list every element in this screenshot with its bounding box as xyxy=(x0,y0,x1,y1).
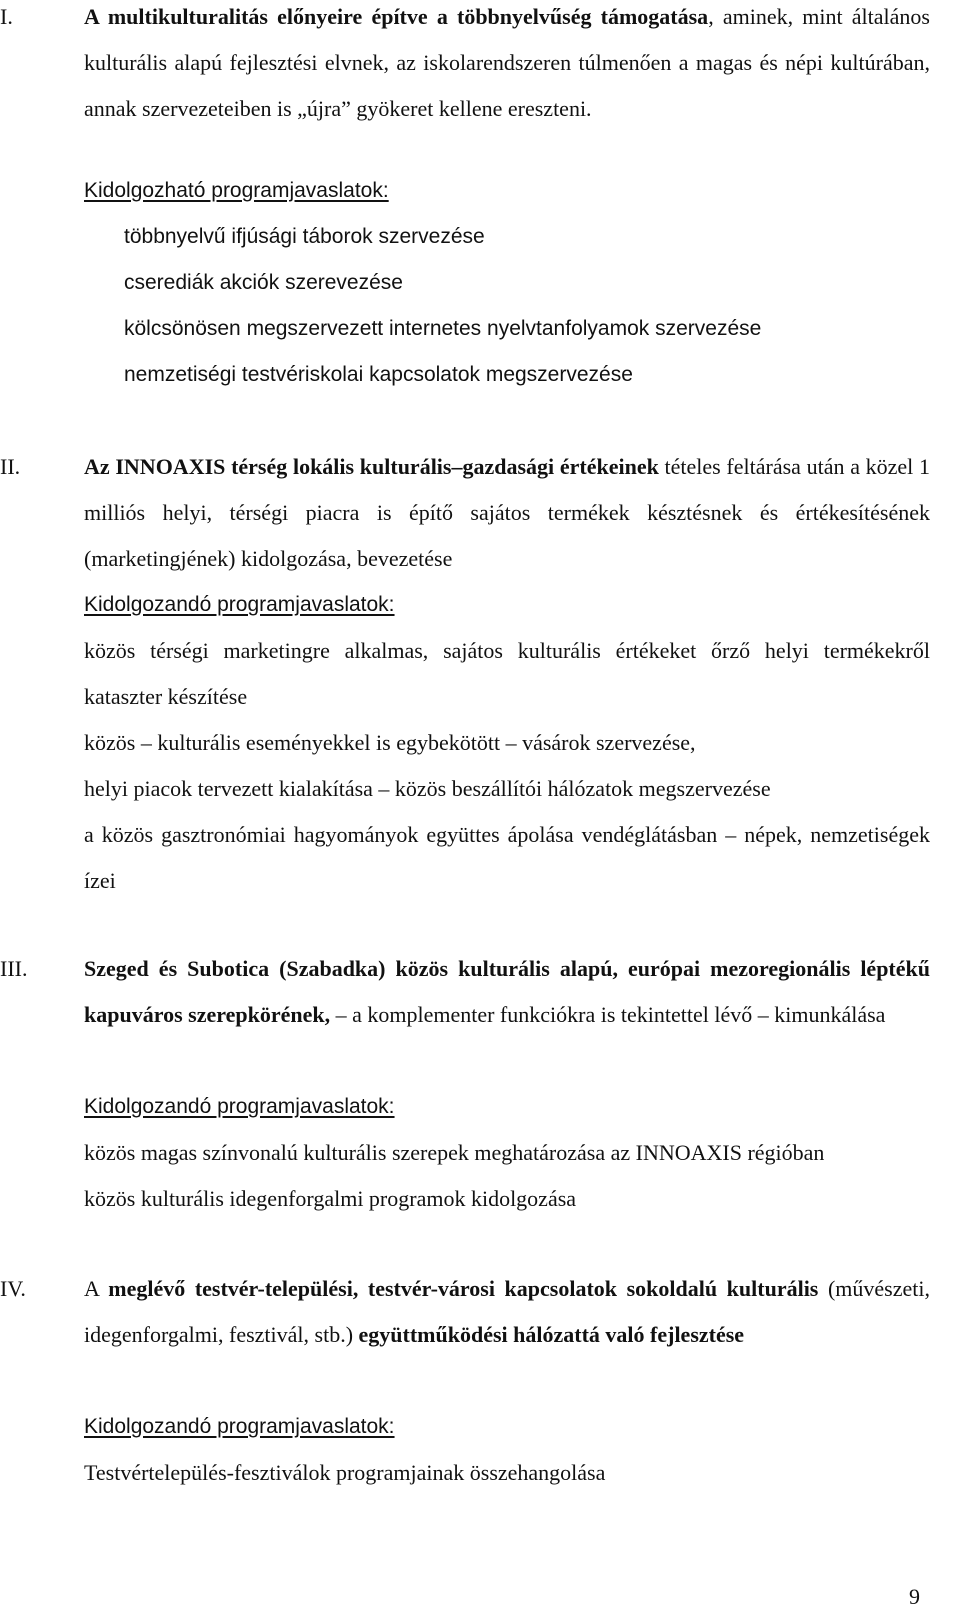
section-number: I. xyxy=(0,4,13,29)
section-title xyxy=(84,1266,930,1358)
program-heading: Kidolgozandó programjavaslatok: xyxy=(84,1415,395,1438)
program-item: cserediák akciók szerevezése xyxy=(124,271,403,294)
section-title-text: (művészeti, idegenforgalmi, fesztivál, stb.) xyxy=(84,1276,930,1347)
program-item: kölcsönösen megszervezett internetes nyelvtanfolyamok szervezése xyxy=(124,317,762,340)
section-title-bold: együttműködési hálózattá való fejlesztése xyxy=(358,1322,745,1347)
program-item: közös – kulturális eseményekkel is egybekötött – vásárok szervezése, xyxy=(84,730,696,755)
program-item: a közös gasztronómiai hagyományok együttes ápolása vendéglátásban – népek, nemzetiségek ízei xyxy=(84,822,930,893)
program-item: közös térségi marketingre alkalmas, sajátos kulturális értékeket őrző helyi termékekről kataszter készítése xyxy=(84,638,930,709)
section-title-text: tételes feltárása után a közel 1 milliós helyi, térségi piacra is építő sajátos termékek késztésnek és értékesítésének (marketingjének) kidolgozása, bevezetése xyxy=(84,454,930,571)
program-heading: Kidolgozható programjavaslatok: xyxy=(84,179,389,202)
section-number: IV. xyxy=(0,1276,26,1301)
section-title xyxy=(84,0,930,132)
program-item: nemzetiségi testvériskolai kapcsolatok megszervezése xyxy=(124,363,633,386)
section-title xyxy=(84,444,930,582)
section-title-bold: Szeged és Subotica (Szabadka) közös kulturális alapú, európai mezoregionális léptékű kapuváros szerepkörének, xyxy=(84,956,930,1027)
section-title xyxy=(84,946,930,1038)
section-title-text: , aminek, mint általános kulturális alapú fejlesztési elvnek, az iskolarendszeren túlmenően a magas és népi kultúrában, annak szervezeteiben is „újra” gyökeret kellene ereszteni. xyxy=(84,4,930,121)
section-title-bold: Az INNOAXIS térség lokális kulturális–gazdasági értékeinek xyxy=(84,454,659,479)
section-number: II. xyxy=(0,454,21,479)
section-title-bold: meglévő testvér-települési, testvér-városi kapcsolatok sokoldalú kulturális xyxy=(108,1276,819,1301)
program-heading: Kidolgozandó programjavaslatok: xyxy=(84,593,395,616)
section-title-text: A xyxy=(84,1276,109,1301)
program-item: közös kulturális idegenforgalmi programok kidolgozása xyxy=(84,1186,577,1211)
program-item: többnyelvű ifjúsági táborok szervezése xyxy=(124,225,485,248)
section-title-text: – a komplementer funkciókra is tekintettel lévő – kimunkálása xyxy=(330,1002,886,1027)
section-title-bold: A multikulturalitás előnyeire építve a többnyelvűség támogatása xyxy=(84,4,709,29)
program-item: helyi piacok tervezett kialakítása – közös beszállítói hálózatok megszervezése xyxy=(84,776,771,801)
section-number: III. xyxy=(0,956,28,981)
program-item: közös magas színvonalú kulturális szerepek meghatározása az INNOAXIS régióban xyxy=(84,1140,825,1165)
program-heading: Kidolgozandó programjavaslatok: xyxy=(84,1095,395,1118)
program-item: Testvértelepülés-fesztiválok programjainak összehangolása xyxy=(84,1460,606,1485)
page-number: 9 xyxy=(909,1584,920,1609)
